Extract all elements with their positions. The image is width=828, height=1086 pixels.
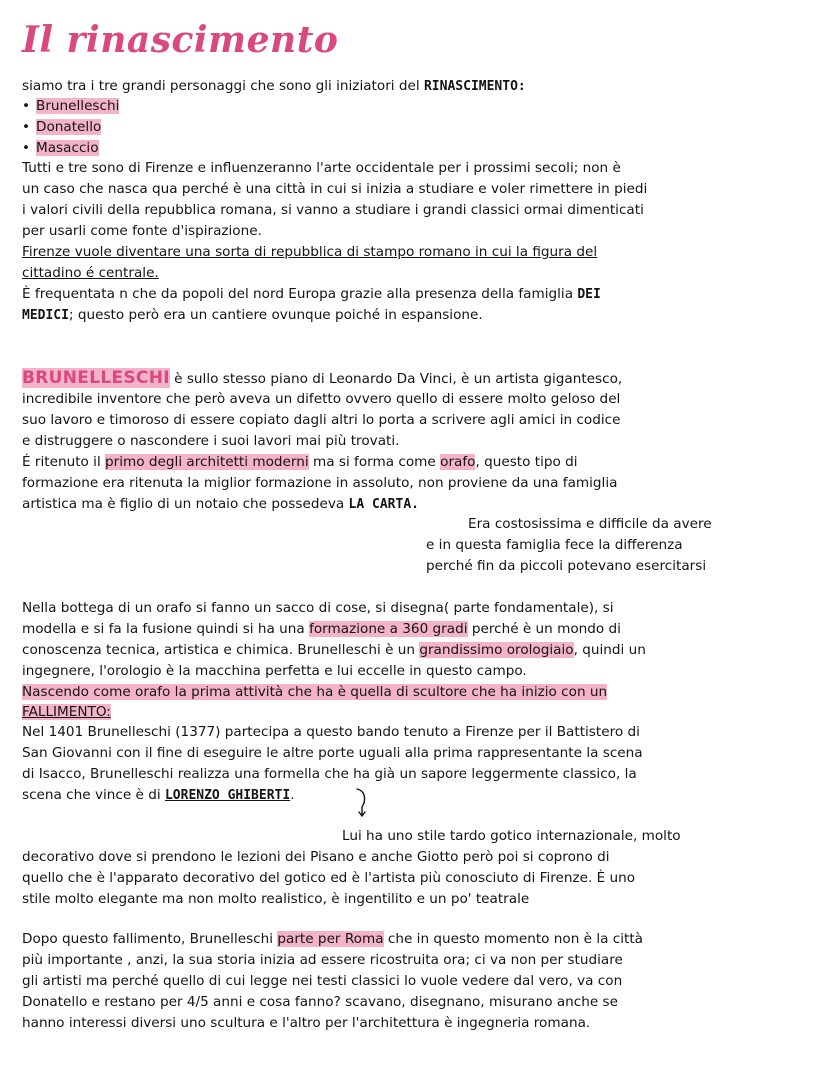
bottega-line: scena che vince è di LORENZO GHIBERTI. (22, 787, 295, 803)
arrow-down-icon (354, 785, 372, 819)
bottega-line: modella e si fa la fusione quindi si ha una formazione a 360 gradi perché è un mondo di (22, 621, 621, 637)
brunelleschi-line: artistica ma è figlio di un notaio che possedeva LA CARTA. (22, 496, 419, 512)
brunelleschi-line: É ritenuto il primo degli architetti moderni ma si forma come orafo, questo tipo di (22, 454, 578, 470)
brunelleschi-line: suo lavoro e timoroso di essere copiato dagli altri lo porta a scrivere agli amici in codice (22, 412, 621, 428)
roma-line: Donatello e restano per 4/5 anni e cosa fanno? scavano, disegnano, misurano anche se (22, 994, 619, 1010)
bottega-line: Nel 1401 Brunelleschi (1377) partecipa a questo bando tenuto a Firenze per il Battistero di (22, 724, 640, 740)
intro-p2-line: Firenze vuole diventare una sorta di repubblica di stampo romano in cui la figura del (22, 244, 598, 260)
roma-line: Dopo questo fallimento, Brunelleschi parte per Roma che in questo momento non è la città (22, 931, 644, 947)
bottega-line: di Isacco, Brunelleschi realizza una formella che ha già un sapore leggermente classico, la (22, 766, 637, 782)
brunelleschi-line: e distruggere o nascondere i suoi lavori mai più trovati. (22, 433, 400, 449)
roma-line: hanno interessi diversi uno scultura e l'altro per l'architettura è ingegneria romana. (22, 1015, 591, 1031)
intro-p1-line: un caso che nasca qua perché è una città in cui si inizia a studiare e voler rimettere in piedi (22, 181, 648, 197)
list-item: • Donatello (22, 119, 102, 135)
artist-masaccio: Masaccio (36, 140, 99, 156)
intro-p1-line: per usarli come fonte d'ispirazione. (22, 223, 262, 239)
bottega-line: Nella bottega di un orafo si fanno un sacco di cose, si disegna( parte fondamentale), si (22, 600, 614, 616)
page-title: Il rinascimento (22, 19, 339, 61)
list-item: • Brunelleschi (22, 98, 120, 114)
intro-lead: siamo tra i tre grandi personaggi che sono gli iniziatori del RINASCIMENTO: (22, 78, 526, 94)
bottega-line: Nascendo come orafo la prima attività che ha è quella di scultore che ha inizio con un (22, 684, 608, 700)
aside-line: Era costosissima e difficile da avere (468, 516, 712, 532)
brunelleschi-line: formazione era ritenuta la miglior formazione in assoluto, non proviene da una famiglia (22, 475, 618, 491)
intro-p3-line: MEDICI; questo però era un cantiere ovunque poiché in espansione. (22, 307, 483, 323)
roma-line: più importante , anzi, la sua storia inizia ad essere ricostruita ora; ci va non per studiare (22, 952, 623, 968)
brunelleschi-line: BRUNELLESCHI è sullo stesso piano di Leonardo Da Vinci, è un artista gigantesco, (22, 368, 623, 388)
intro-p3-line: È frequentata n che da popoli del nord Europa grazie alla presenza della famiglia DEI (22, 286, 601, 302)
bottega-line (22, 702, 111, 722)
bottega-line: ingegnere, l'orologio è la macchina perfetta e lui eccelle in questo campo. (22, 663, 527, 679)
brunelleschi-line: incredibile inventore che però aveva un difetto ovvero quello di essere molto geloso del (22, 391, 621, 407)
intro-p1-line: i valori civili della repubblica romana, si vanno a studiare i grandi classici ormai dimenticati (22, 202, 644, 218)
ghiberti-line: quello che è l'apparato decorativo del gotico ed è l'artista più conosciuto di Firenze. È uno (22, 870, 636, 886)
section-heading: BRUNELLESCHI (22, 368, 170, 388)
intro-p1-line: Tutti e tre sono di Firenze e influenzeranno l'arte occidentale per i prossimi secoli; non è (22, 160, 621, 176)
aside-line: e in questa famiglia fece la differenza (426, 537, 683, 553)
fallimento-label: FALLIMENTO: (22, 704, 111, 720)
ghiberti-line: Lui ha uno stile tardo gotico internazionale, molto (342, 828, 681, 844)
ghiberti-line: decorativo dove si prendono le lezioni dei Pisano e anche Giotto però poi si coprono di (22, 849, 610, 865)
roma-line: gli artisti ma perché quello di cui legge nei testi classici lo vuole vedere dal vero, va con (22, 973, 623, 989)
artist-brunelleschi: Brunelleschi (36, 98, 120, 114)
list-item: • Masaccio (22, 140, 99, 156)
bottega-line: San Giovanni con il fine di eseguire le altre porte uguali alla prima rappresentante la scena (22, 745, 643, 761)
ghiberti-line: stile molto elegante ma non molto realistico, è ingentilito e un po' teatrale (22, 891, 530, 907)
intro-p2-line: cittadino é centrale. (22, 265, 159, 281)
aside-line: perché fin da piccoli potevano esercitarsi (426, 558, 707, 574)
artist-donatello: Donatello (36, 119, 102, 135)
bottega-line: conoscenza tecnica, artistica e chimica. Brunelleschi è un grandissimo orologiaio, quindi un (22, 642, 646, 658)
